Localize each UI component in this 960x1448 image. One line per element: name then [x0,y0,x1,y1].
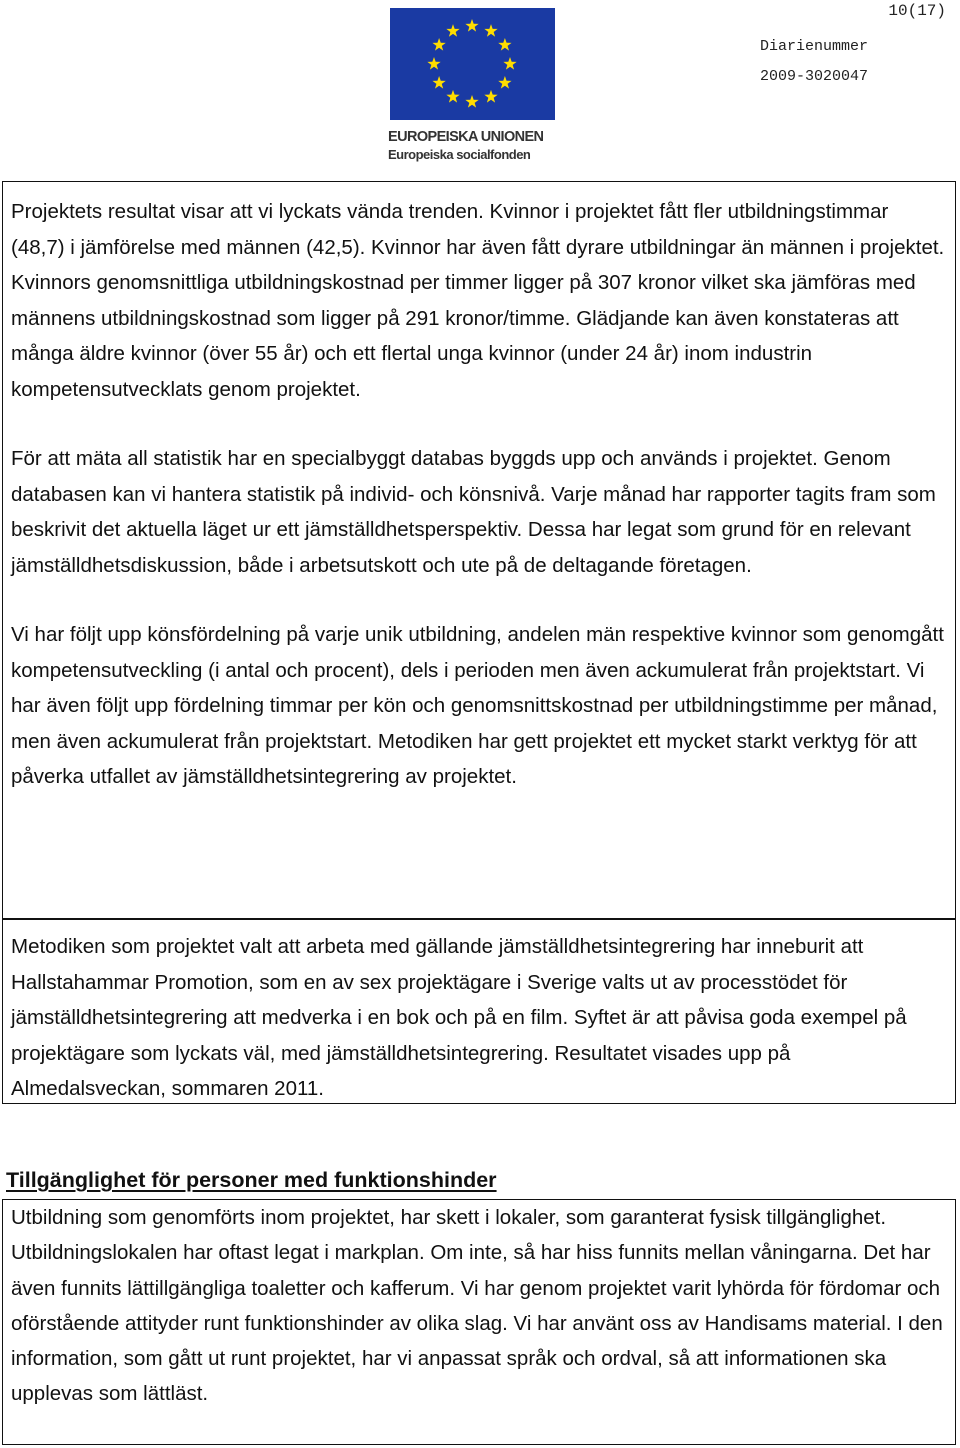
eu-logo-line1: EUROPEISKA UNIONEN [388,129,544,145]
diarie-label: Diarienummer [760,38,869,55]
eu-logo [388,8,556,162]
accessibility-paragraph: Utbildning som genomförts inom projektet, har skett i lokaler, som garanterat fysisk tillgänglighet. Utbildningslokalen har oftast legat i markplan. Om inte, så har hiss funnits mellan våningarna. Det har även funnits lättillgängliga toaletter och kafferum. Vi har genom projektet varit lyhörda för fördomar och oförstående attityder runt funktionshinder av olika slag. Vi har använt oss av Handisams material. I den information, som gått ut runt projektet, har vi anpassat språk och ordval, så att informationen ska upplevas som lättläst. [11,1206,943,1406]
accessibility-box [2,1199,956,1445]
results-box [2,181,956,919]
results-paragraph-2: För att mäta all statistik har en specialbyggt databas byggds upp och används i projektet. Genom databasen kan vi hantera statistik på individ- och könsnivå. Varje månad har rapporter tagits fram som beskrivit det aktuella läget ur ett jämställdhetsperspektiv. Dessa har legat som grund för en relevant jämställdhetsdiskussion, både i arbetsutskott och ute på de deltagande företagen. [11,447,936,577]
page-number: 10(17) [888,2,946,20]
results-paragraph-3: Vi har följt upp könsfördelning på varje unik utbildning, andelen män respektive kvinnor som genomgått kompetensutveckling (i antal och procent), dels i perioden men även ackumulerat från projektstart. Vi har även följt upp fördelning timmar per kön och genomsnittskostnad per utbildningstimme per månad, men även ackumulerat från projektstart. Metodiken har gett projektet ett mycket starkt verktyg för att påverka utfallet av jämställdhetsintegrering av projektet. [11,623,944,788]
results-paragraph-1: Projektets resultat visar att vi lyckats vända trenden. Kvinnor i projektet fått fler utbildningstimmar (48,7) i jämförelse med männen (42,5). Kvinnor har även fått dyrare utbildningar än männen i projektet. Kvinnors genomsnittliga utbildningskostnad per timmer ligger på 307 kronor vilket ska jämföras med männens utbildningskostnad som ligger på 291 kronor/timme. Glädjande kan även konstateras att många äldre kvinnor (över 55 år) och ett flertal unga kvinnor (under 24 år) inom industrin kompetensutvecklats genom projektet. [11,200,945,401]
diarie-block [760,32,868,92]
method-box [2,919,956,1104]
diarie-number: 2009-3020047 [760,68,869,85]
method-paragraph: Metodiken som projektet valt att arbeta med gällande jämställdhetsintegrering har inneburit att Hallstahammar Promotion, som en av sex projektägare i Sverige valts ut av processtödet för jämställdhetsintegrering att medverka i en bok och på en film. Syftet är att påvisa goda exempel på projektägare som lyckats väl, med jämställdhetsintegrering. Resultatet visades upp på Almedalsveckan, sommaren 2011. [11,935,907,1100]
eu-flag-icon [390,8,555,120]
accessibility-heading: Tillgänglighet för personer med funktionshinder [6,1168,497,1192]
eu-logo-line2: Europeiska socialfonden [388,147,531,162]
